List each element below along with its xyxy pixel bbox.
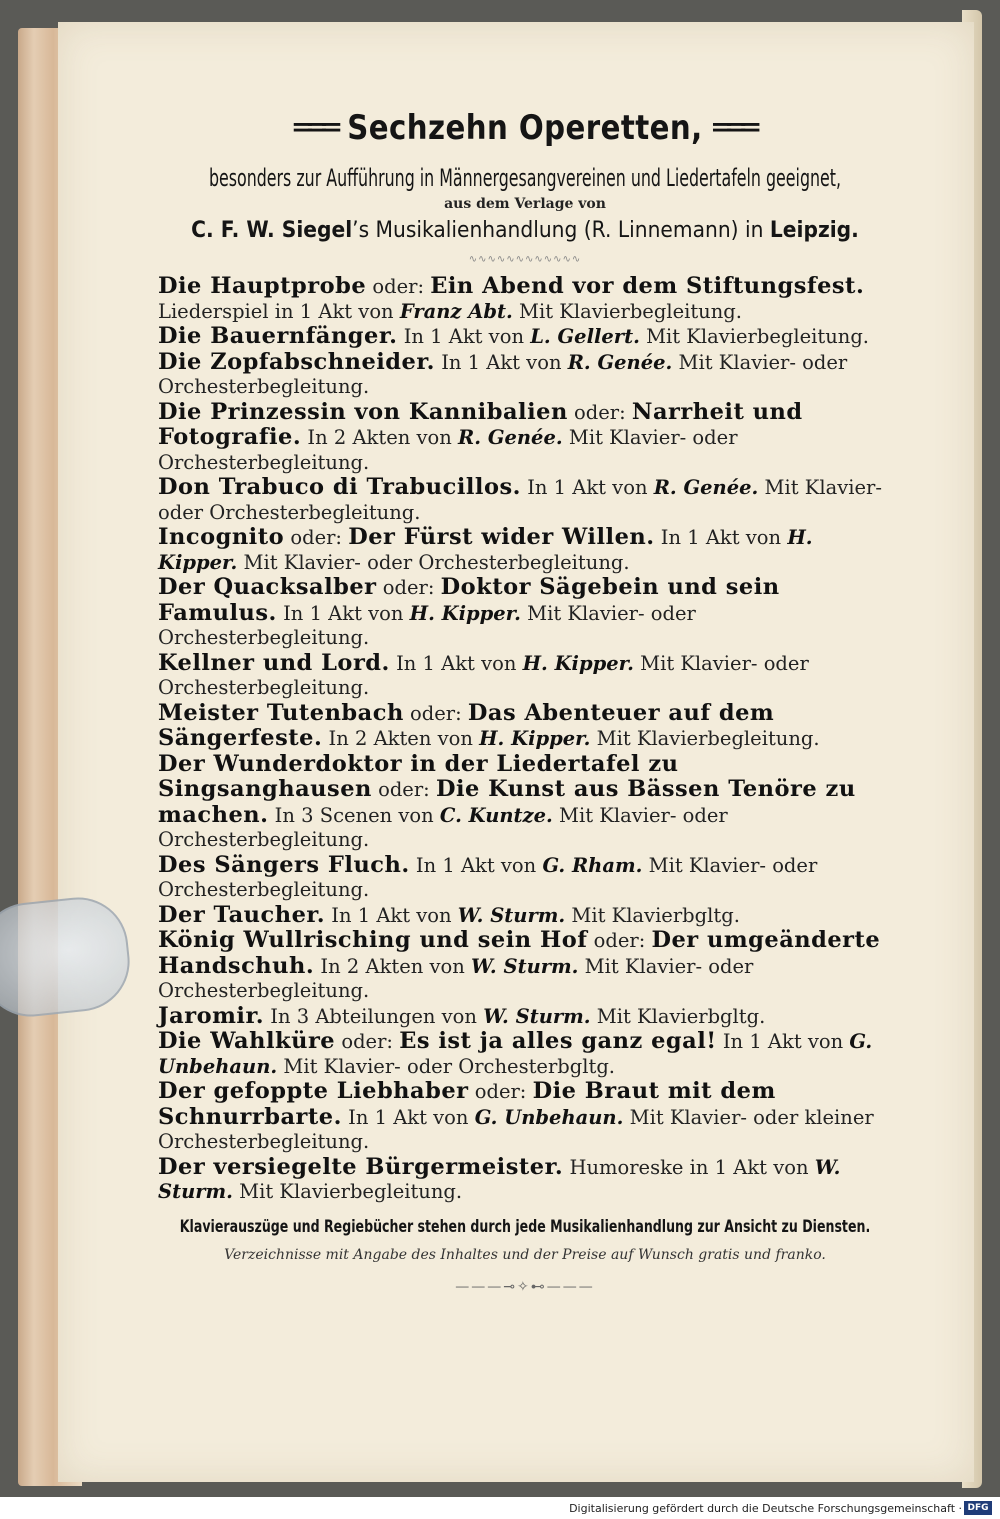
page-title [209, 108, 840, 156]
entry-accompaniment: Mit Klavier- oder Orchesterbegleitung. [158, 476, 882, 524]
operetta-list [158, 274, 892, 1205]
ornament-divider: ———⊸✧⊷——— [455, 1278, 595, 1295]
entry-composer: C. Kuntze. [439, 803, 553, 827]
entry-title: Der Taucher. [158, 901, 326, 928]
entry-composer: G. Unbehaun. [158, 1030, 873, 1078]
operetta-entry [158, 324, 892, 350]
entry-subtitle: Die Braut mit dem Schnurrbarte. [158, 1078, 776, 1130]
operetta-entry [158, 928, 892, 1004]
entry-subtitle: Die Kunst aus Bässen Tenöre zu machen. [158, 776, 856, 828]
operetta-entry [158, 525, 892, 575]
entry-composer: W. Sturm. [483, 1004, 591, 1028]
entry-details: In 1 Akt von [403, 325, 525, 348]
entry-oder: oder: [378, 778, 430, 801]
operetta-entry [158, 903, 892, 929]
entry-details: In 2 Akten von [320, 954, 465, 978]
entry-details: In 1 Akt von [527, 476, 648, 499]
entry-subtitle: Doktor Sägebein und sein Famulus. [158, 574, 780, 626]
title-text: Sechzehn Operetten, [347, 108, 703, 148]
entry-subtitle: Das Abenteuer auf dem Sängerfeste. [158, 699, 775, 751]
entry-accompaniment: Mit Klavierbegleitung. [646, 325, 869, 348]
operetta-entry [158, 400, 892, 476]
entry-oder: oder: [382, 576, 435, 599]
catalog-note: Verzeichnisse mit Angabe des Inhaltes und der Preise auf Wunsch gratis und franko. [224, 1246, 826, 1263]
publisher-city: Leipzig. [769, 218, 859, 243]
operetta-entry [158, 701, 892, 752]
entry-composer: H. Kipper. [409, 601, 521, 625]
entry-title: Der Quacksalber [158, 574, 377, 600]
entry-composer: W. Sturm. [158, 1155, 841, 1203]
page-subtitle: besonders zur Aufführung in Männergesangvereinen und Liedertafeln geeignet, [208, 164, 842, 192]
entry-details: In 2 Akten von [328, 727, 473, 750]
entry-title: Die Bauernfänger. [158, 323, 398, 349]
entry-details: In 1 Akt von [331, 903, 452, 927]
entry-details: In 3 Scenen von [274, 803, 434, 827]
entry-oder: oder: [593, 929, 646, 952]
entry-subtitle: Narrheit und Fotografie. [158, 398, 803, 450]
entry-title: Die Prinzessin von Kannibalien [158, 398, 568, 425]
entry-title: Die Wahlküre [158, 1028, 336, 1054]
entry-accompaniment: Mit Klavier- oder Orchesterbegleitung. [158, 426, 738, 474]
operetta-entry [158, 853, 892, 903]
entry-subtitle: Ein Abend vor dem Stiftungsfest. [430, 273, 865, 299]
entry-details: In 1 Akt von [441, 350, 562, 374]
title-bar-right: ═══ [713, 108, 756, 148]
entry-composer: H. Kipper. [479, 727, 591, 750]
entry-details: In 1 Akt von [660, 526, 782, 549]
entry-details: In 3 Abteilungen von [270, 1004, 477, 1028]
entry-composer: Franz Abt. [399, 299, 513, 323]
entry-subtitle: Der umgeänderte Handschuh. [158, 927, 881, 979]
operetta-entry [158, 1004, 892, 1030]
operetta-entry [158, 475, 892, 525]
entry-details: In 1 Akt von [283, 601, 404, 625]
operetta-entry [158, 274, 892, 324]
entry-title: Incognito [158, 524, 285, 550]
publisher-intro: aus dem Verlage von [444, 196, 606, 212]
entry-composer: H. Kipper. [158, 526, 813, 574]
entry-details: Humoreske in 1 Akt von [569, 1155, 809, 1179]
entry-accompaniment: Mit Klavier- oder Orchesterbgltg. [283, 1054, 615, 1078]
entry-title: Don Trabuco di Trabucillos. [158, 474, 521, 500]
entry-oder: oder: [474, 1080, 527, 1103]
entry-composer: R. Genée. [458, 426, 563, 449]
operetta-entry [158, 1079, 892, 1155]
entry-title: Die Zopfabschneider. [158, 348, 435, 375]
entry-title: Jaromir. [158, 1002, 265, 1029]
entry-accompaniment: Mit Klavier- oder kleiner Orchesterbegleitung. [158, 1105, 874, 1153]
entry-oder: oder: [341, 1030, 393, 1053]
entry-composer: G. Rham. [542, 853, 643, 877]
entry-details: In 1 Akt von [415, 853, 537, 877]
entry-composer: R. Genée. [567, 350, 673, 374]
entry-accompaniment: Mit Klavierbegleitung. [519, 299, 742, 323]
squiggle-divider: ∿∿∿∿∿∿∿∿∿∿∿∿ [468, 254, 582, 265]
entry-accompaniment: Mit Klavier- oder Orchesterbegleitung. [158, 803, 728, 851]
operetta-entry [158, 350, 892, 400]
entry-composer: R. Genée. [653, 476, 759, 499]
footer-note: Klavierauszüge und Regiebücher stehen durch jede Musikalienhandlung zur Ansicht zu Diensten. [179, 1216, 871, 1237]
operetta-entry [158, 575, 892, 651]
entry-accompaniment: Mit Klavier- oder Orchesterbegleitung. [158, 853, 818, 901]
entry-title: Meister Tutenbach [158, 699, 404, 726]
operetta-entry [158, 752, 892, 853]
entry-title: König Wullrisching und sein Hof [158, 927, 588, 953]
entry-accompaniment: Mit Klavier- oder Orchesterbegleitung. [158, 651, 809, 699]
entry-title: Die Hauptprobe [158, 273, 367, 299]
entry-details: In 1 Akt von [396, 651, 517, 675]
entry-oder: oder: [574, 400, 626, 424]
page-content [158, 108, 892, 1295]
entry-composer: W. Sturm. [471, 954, 579, 978]
publisher-line [187, 218, 862, 254]
entry-accompaniment: Mit Klavierbegleitung. [239, 1180, 463, 1203]
entry-details: In 1 Akt von [722, 1030, 844, 1053]
entry-title: Des Sängers Fluch. [158, 851, 410, 878]
entry-title: Der versiegelte Bürgermeister. [158, 1153, 564, 1180]
entry-accompaniment: Mit Klavier- oder Orchesterbegleitung. [243, 550, 630, 574]
entry-oder: oder: [372, 275, 425, 298]
entry-accompaniment: Mit Klavier- oder Orchesterbegleitung. [158, 954, 754, 1002]
entry-composer: L. Gellert. [530, 325, 640, 348]
entry-accompaniment: Mit Klavierbegleitung. [596, 727, 820, 750]
credit-text: Digitalisierung gefördert durch die Deutsche Forschungsgemeinschaft · [569, 1502, 962, 1515]
operetta-entry [158, 1029, 892, 1079]
entry-subtitle: Der Fürst wider Willen. [348, 524, 655, 550]
title-bar-left: ═══ [294, 108, 337, 148]
publisher-rest: ’s Musikalienhandlung (R. Linnemann) in [352, 218, 764, 243]
entry-title: Der Wunderdoktor in der Liedertafel zu Singsanghausen [158, 750, 679, 802]
operetta-entry [158, 1155, 892, 1205]
entry-title: Der gefoppte Liebhaber [158, 1078, 469, 1104]
entry-title: Kellner und Lord. [158, 649, 390, 676]
entry-composer: G. Unbehaun. [474, 1105, 624, 1129]
entry-accompaniment: Mit Klavier- oder Orchesterbegleitung. [158, 601, 696, 649]
entry-subtitle: Es ist ja alles ganz egal! [399, 1028, 717, 1054]
entry-accompaniment: Mit Klavier- oder Orchesterbegleitung. [158, 350, 848, 398]
entry-accompaniment: Mit Klavierbgltg. [571, 903, 740, 927]
entry-details: In 1 Akt von [348, 1105, 469, 1129]
dfg-logo: DFG [964, 1501, 992, 1515]
entry-composer: H. Kipper. [522, 651, 634, 675]
entry-accompaniment: Mit Klavierbgltg. [596, 1004, 766, 1028]
operetta-entry [158, 651, 892, 701]
publisher-name: C. F. W. Siegel [191, 218, 353, 243]
entry-details: In 2 Akten von [307, 426, 452, 449]
entry-composer: W. Sturm. [457, 903, 566, 927]
entry-details: Liederspiel in 1 Akt von [158, 299, 394, 323]
entry-oder: oder: [290, 526, 342, 549]
entry-oder: oder: [410, 701, 462, 725]
